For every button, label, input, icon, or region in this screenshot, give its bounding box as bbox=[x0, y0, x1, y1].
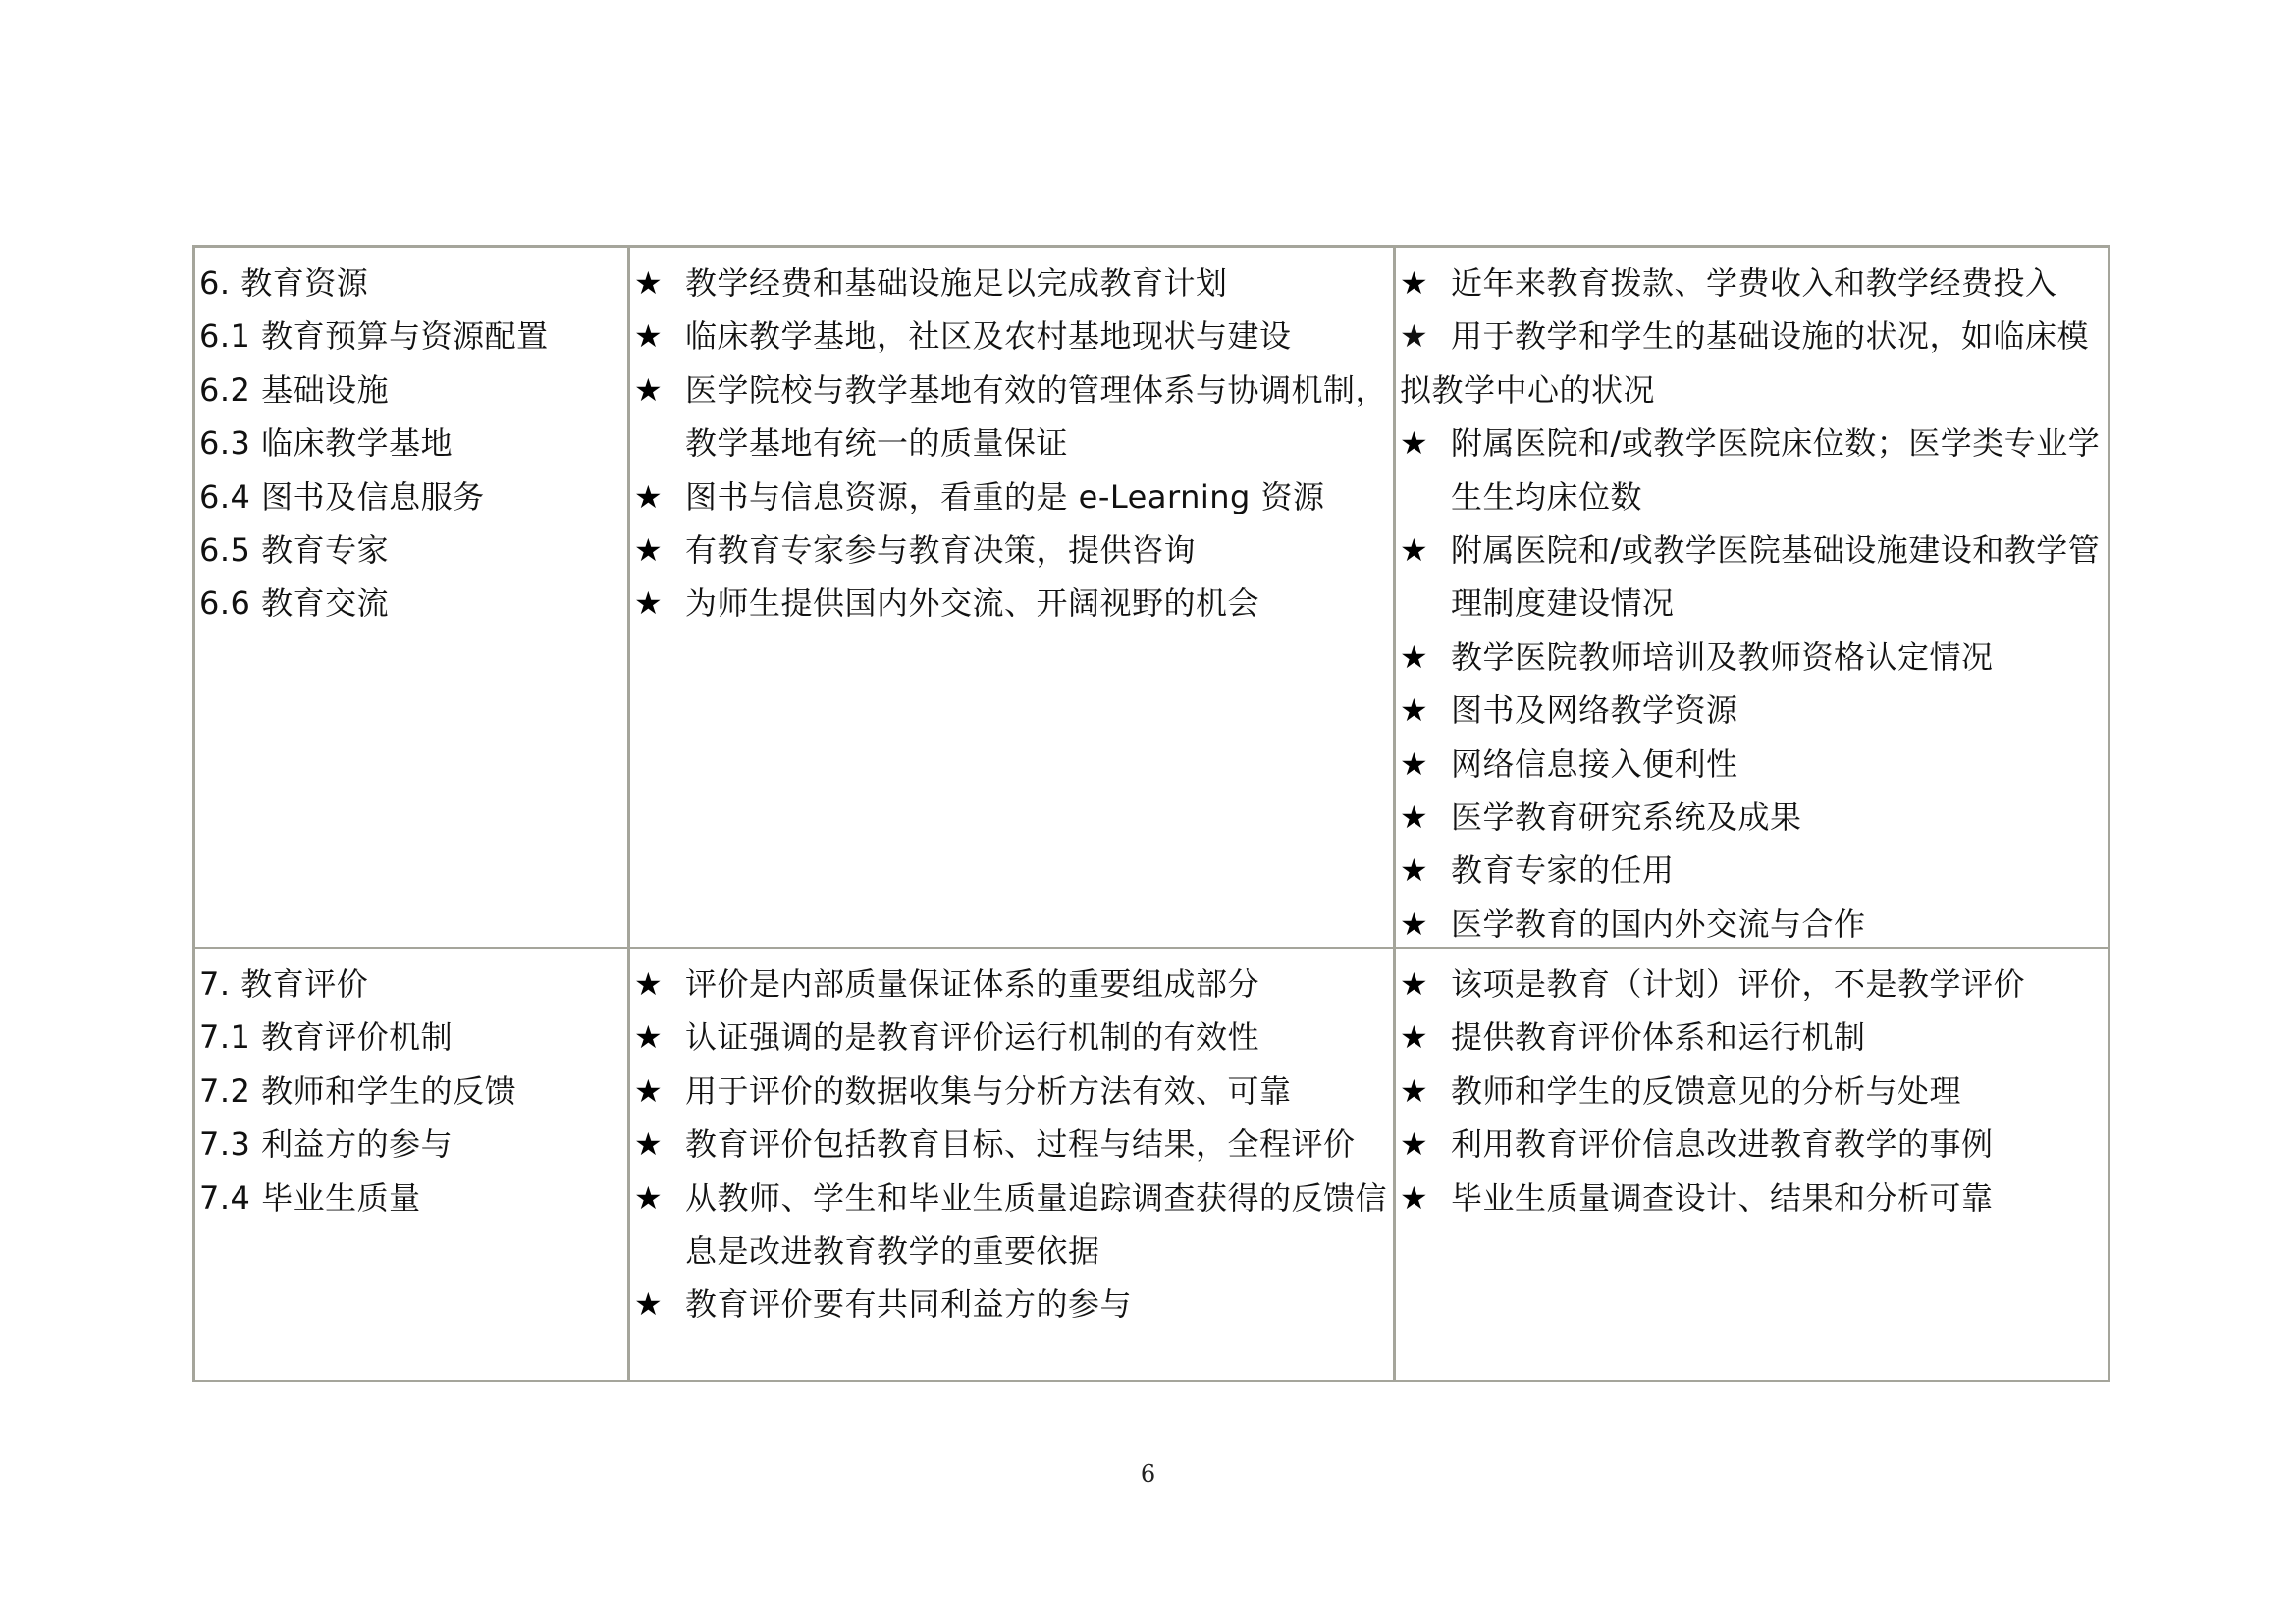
star-icon: ★ bbox=[634, 1285, 663, 1324]
standard-text: 医学院校与教学基地有效的管理体系与协调机制，教学基地有统一的质量保证 bbox=[685, 370, 1388, 462]
star-icon: ★ bbox=[634, 1018, 663, 1056]
topic-item: 6.4 图书及信息服务 bbox=[199, 477, 485, 515]
star-icon: ★ bbox=[1400, 424, 1428, 462]
topic-item: 7.2 教师和学生的反馈 bbox=[199, 1071, 517, 1110]
standard-text: 教育评价包括教育目标、过程与结果，全程评价 bbox=[685, 1125, 1356, 1164]
evidence-item bbox=[1400, 309, 2104, 416]
row1-evidence-cell bbox=[1396, 248, 2108, 949]
standard-item bbox=[634, 1064, 1389, 1117]
evidence-item bbox=[1400, 1171, 2104, 1224]
star-icon: ★ bbox=[634, 1178, 663, 1217]
star-icon: ★ bbox=[1400, 965, 1428, 1002]
evidence-text: 教育专家的任用 bbox=[1451, 851, 1675, 890]
star-icon: ★ bbox=[1400, 264, 1428, 301]
evidence-text: 提供教育评价体系和运行机制 bbox=[1451, 1018, 1866, 1056]
evidence-item bbox=[1400, 790, 2104, 843]
standard-item bbox=[634, 256, 1389, 309]
star-icon: ★ bbox=[1400, 1071, 1428, 1110]
evidence-item bbox=[1400, 737, 2104, 790]
row2-evidence-cell bbox=[1396, 949, 2108, 1380]
evidence-text: 医学教育研究系统及成果 bbox=[1451, 798, 1802, 837]
topic-heading: 7. 教育评价 bbox=[199, 965, 369, 1002]
standard-item bbox=[634, 470, 1389, 523]
star-icon: ★ bbox=[1400, 531, 1428, 569]
row2-topics-cell bbox=[195, 949, 630, 1380]
standard-text: 用于评价的数据收集与分析方法有效、可靠 bbox=[685, 1071, 1292, 1110]
star-icon: ★ bbox=[1400, 317, 1428, 355]
star-icon: ★ bbox=[1400, 904, 1428, 943]
standard-text: 认证强调的是教育评价运行机制的有效性 bbox=[685, 1018, 1260, 1056]
evidence-text: 用于教学和学生的基础设施的状况，如临床模拟教学中心的状况 bbox=[1400, 317, 2090, 408]
evidence-text: 教师和学生的反馈意见的分析与处理 bbox=[1451, 1071, 1962, 1110]
standard-item bbox=[634, 523, 1389, 576]
star-icon: ★ bbox=[634, 1125, 663, 1164]
topic-item: 6.2 基础设施 bbox=[199, 370, 390, 408]
topic-item: 6.6 教育交流 bbox=[199, 584, 390, 623]
star-icon: ★ bbox=[634, 370, 663, 408]
evidence-item bbox=[1400, 1010, 2104, 1063]
star-icon: ★ bbox=[1400, 1125, 1428, 1164]
evidence-text: 毕业生质量调查设计、结果和分析可靠 bbox=[1451, 1178, 1994, 1217]
evidence-item bbox=[1400, 683, 2104, 736]
topic-item: 6.3 临床教学基地 bbox=[199, 424, 454, 462]
star-icon: ★ bbox=[634, 477, 663, 515]
evidence-text: 医学教育的国内外交流与合作 bbox=[1451, 904, 1866, 943]
evidence-text: 该项是教育（计划）评价，不是教学评价 bbox=[1451, 965, 2026, 1002]
star-icon: ★ bbox=[634, 1071, 663, 1110]
standard-item bbox=[634, 1117, 1389, 1170]
star-icon: ★ bbox=[1400, 691, 1428, 730]
star-icon: ★ bbox=[1400, 637, 1428, 676]
evidence-item bbox=[1400, 523, 2104, 630]
evidence-text: 利用教育评价信息改进教育教学的事例 bbox=[1451, 1125, 1994, 1164]
evidence-item bbox=[1400, 897, 2104, 949]
standard-text: 教育评价要有共同利益方的参与 bbox=[685, 1285, 1133, 1324]
evidence-item bbox=[1400, 630, 2104, 683]
star-icon: ★ bbox=[1400, 744, 1428, 783]
star-icon: ★ bbox=[634, 264, 663, 301]
standard-item bbox=[634, 576, 1389, 629]
standard-item bbox=[634, 1171, 1389, 1278]
standard-item bbox=[634, 1010, 1389, 1063]
topic-item: 7.3 利益方的参与 bbox=[199, 1125, 454, 1164]
evidence-item bbox=[1400, 416, 2104, 523]
standard-text: 教学经费和基础设施足以完成教育计划 bbox=[685, 264, 1228, 301]
star-icon: ★ bbox=[634, 531, 663, 569]
topic-item: 7.1 教育评价机制 bbox=[199, 1018, 454, 1056]
star-icon: ★ bbox=[634, 584, 663, 623]
standard-text: 有教育专家参与教育决策，提供咨询 bbox=[685, 531, 1197, 569]
standard-item bbox=[634, 309, 1389, 362]
standard-text: 图书与信息资源，看重的是 e-Learning 资源 bbox=[685, 477, 1325, 515]
evidence-text: 图书及网络教学资源 bbox=[1451, 691, 1738, 730]
standard-item bbox=[634, 363, 1389, 470]
evidence-item bbox=[1400, 256, 2104, 309]
evidence-text: 附属医院和/或教学医院床位数；医学类专业学生生均床位数 bbox=[1451, 424, 2101, 515]
standard-item bbox=[634, 1277, 1389, 1330]
evidence-text: 网络信息接入便利性 bbox=[1451, 744, 1738, 783]
evidence-item bbox=[1400, 1064, 2104, 1117]
standards-table bbox=[192, 245, 2110, 1382]
evidence-text: 近年来教育拨款、学费收入和教学经费投入 bbox=[1451, 264, 2057, 301]
page-number: 6 bbox=[1140, 1460, 1156, 1488]
star-icon: ★ bbox=[1400, 798, 1428, 837]
topic-item: 7.4 毕业生质量 bbox=[199, 1178, 421, 1217]
star-icon: ★ bbox=[634, 317, 663, 355]
standard-text: 从教师、学生和毕业生质量追踪调查获得的反馈信息是改进教育教学的重要依据 bbox=[685, 1178, 1388, 1271]
evidence-item bbox=[1400, 843, 2104, 896]
evidence-item bbox=[1400, 957, 2104, 1010]
star-icon: ★ bbox=[1400, 1018, 1428, 1056]
star-icon: ★ bbox=[1400, 1178, 1428, 1217]
topic-item: 6.1 教育预算与资源配置 bbox=[199, 317, 549, 355]
evidence-item bbox=[1400, 1117, 2104, 1170]
topic-heading: 6. 教育资源 bbox=[199, 264, 369, 301]
standard-text: 临床教学基地，社区及农村基地现状与建设 bbox=[685, 317, 1292, 355]
row2-standards-cell bbox=[630, 949, 1396, 1380]
row1-topics-cell bbox=[195, 248, 630, 949]
evidence-text: 教学医院教师培训及教师资格认定情况 bbox=[1451, 637, 1994, 676]
star-icon: ★ bbox=[1400, 851, 1428, 890]
standard-item bbox=[634, 957, 1389, 1010]
row1-standards-cell bbox=[630, 248, 1396, 949]
evidence-text: 附属医院和/或教学医院基础设施建设和教学管理制度建设情况 bbox=[1451, 531, 2101, 623]
star-icon: ★ bbox=[634, 965, 663, 1002]
standard-text: 为师生提供国内外交流、开阔视野的机会 bbox=[685, 584, 1260, 623]
topic-item: 6.5 教育专家 bbox=[199, 530, 390, 568]
standard-text: 评价是内部质量保证体系的重要组成部分 bbox=[685, 965, 1260, 1002]
